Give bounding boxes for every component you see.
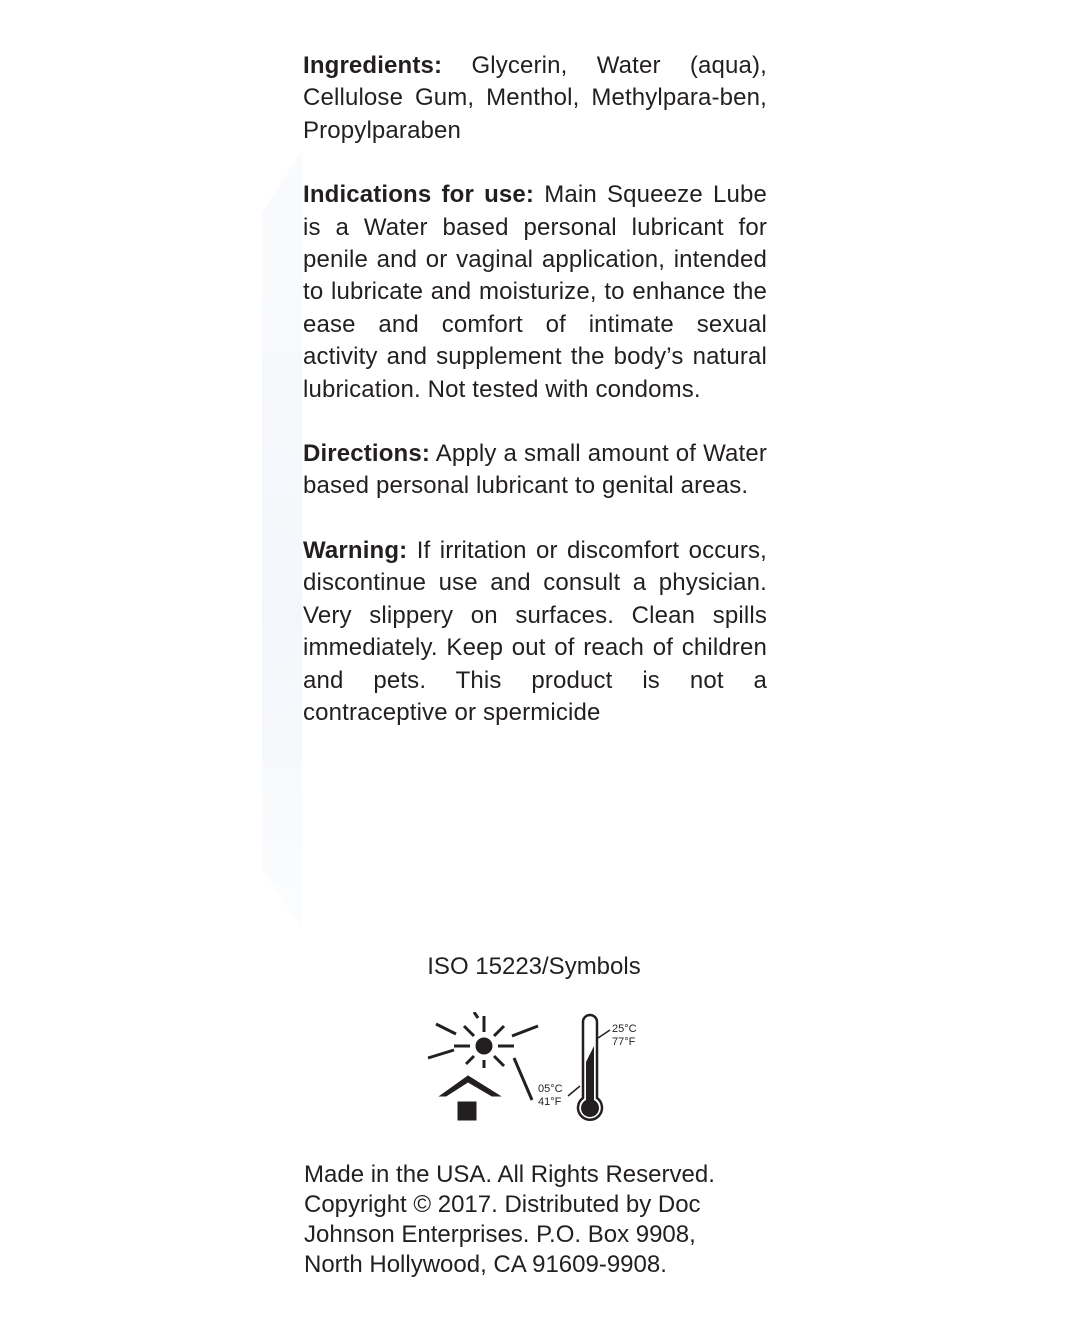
temperature-limit-icon bbox=[538, 1015, 637, 1120]
ingredients-section bbox=[303, 50, 767, 147]
warning-section bbox=[303, 535, 767, 729]
directions-heading: Directions: bbox=[303, 440, 431, 468]
iso-title: ISO 15223/Symbols bbox=[427, 953, 641, 980]
lower-fahrenheit-label: 41°F bbox=[538, 1096, 562, 1108]
footer-line: Johnson Enterprises. P.O. Box 9908, bbox=[304, 1221, 696, 1248]
indications-section bbox=[303, 179, 767, 406]
warning-heading: Warning: bbox=[303, 536, 408, 564]
directions-text: Apply a small amount of Water based personal lubricant to genital areas. bbox=[303, 440, 767, 500]
label-body bbox=[303, 50, 767, 761]
keep-away-from-sunlight-icon bbox=[428, 1012, 538, 1120]
indications-heading: Indications for use: bbox=[303, 181, 535, 209]
background-accent bbox=[262, 150, 302, 930]
footer bbox=[304, 1160, 774, 1280]
upper-fahrenheit-label: 77°F bbox=[612, 1036, 636, 1048]
directions-section bbox=[303, 438, 767, 503]
warning-text: If irritation or discomfort occurs, discontinue use and consult a physician. Very slippery on surfaces. Clean spills immediately. Keep out of reach of children and pets. This product is not a contraceptive or spermicide bbox=[303, 536, 767, 726]
ingredients-text: Glycerin, Water (aqua), Cellulose Gum, Menthol, Methylpara-ben, Propylparaben bbox=[303, 52, 767, 144]
iso-symbols bbox=[420, 1012, 660, 1124]
footer-line: North Hollywood, CA 91609-9908. bbox=[304, 1251, 667, 1278]
ingredients-heading: Ingredients: bbox=[303, 52, 443, 79]
footer-line: Made in the USA. All Rights Reserved. bbox=[304, 1161, 715, 1188]
upper-celsius-label: 25°C bbox=[612, 1023, 637, 1035]
footer-line: Copyright © 2017. Distributed by Doc bbox=[304, 1191, 701, 1218]
lower-celsius-label: 05°C bbox=[538, 1083, 563, 1095]
indications-text: Main Squeeze Lube is a Water based personal lubricant for penile and or vaginal application, intended to lubricate and moisturize, to enhance the ease and comfort of intimate sexual activity and supplement the body’s natural lubrication. Not tested with condoms. bbox=[303, 181, 767, 403]
